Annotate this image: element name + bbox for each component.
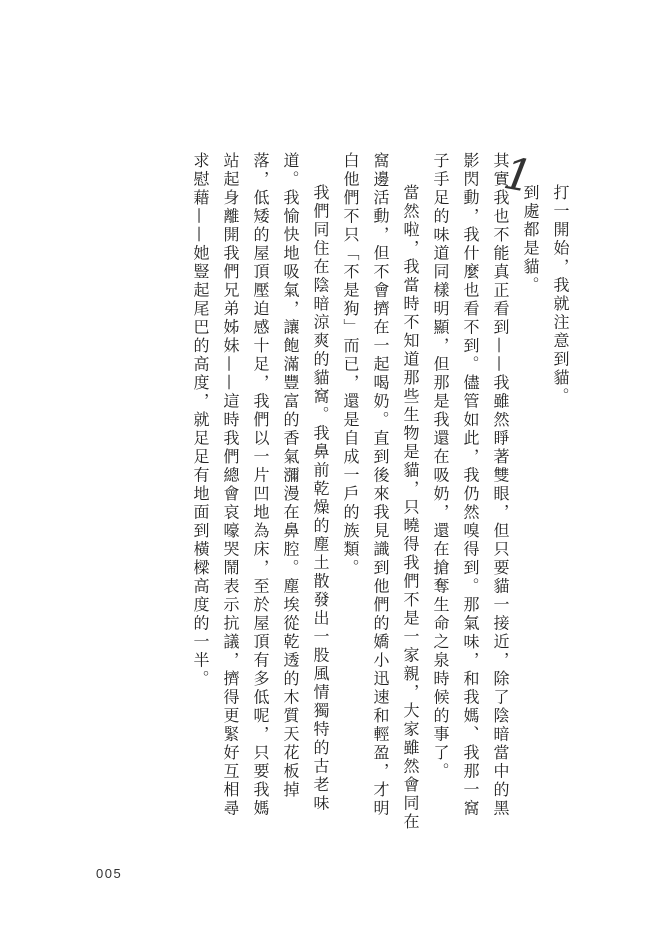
body-text — [15, 152, 575, 832]
paragraph: 其實我也不能真正看到——我雖然睜著雙眼，但只要貓一接近，除了陰暗當中的黑影閃動，我什麼也看不到。儘管如此，我仍然嗅得到。那氣味，和我媽、我那一窩子手足的味道同樣明顯，但那是我還在吸奶，還在搶奪生命之泉時候的事了。 — [431, 152, 510, 818]
paragraph: 打一開始，我就注意到貓。 — [551, 184, 570, 406]
paragraph: 當然啦，我當時不知道那些生物是貓，只曉得我們不是一家親，大家雖然會同在窩邊活動，但不會擠在一起喝奶。直到後來我見識到他們的嬌小迅速和輕盈，才明白他們不只「不是狗」而已，還是自成一戶的族類。 — [341, 152, 420, 832]
page-number: 005 — [96, 866, 123, 881]
chapter-number: 1 — [499, 147, 537, 204]
paragraph: 到處都是貓。 — [521, 184, 540, 295]
paragraph: 我們同住在陰暗涼爽的貓窩。我鼻前乾燥的塵土散發出一股風情獨特的古老味道。我愉快地吸氣，讓飽滿豐富的香氣瀰漫在鼻腔。塵埃從乾透的木質天花板掉落，低矮的屋頂壓迫感十足，我們以一片凹地為床，至於屋頂有多低呢，只要我媽站起身離開我們兄弟姊妹——這時我們總會哀嚎哭鬧表示抗議，擠得更緊好互相尋求慰藉——她豎起尾巴的高度，就足足有地面到橫樑高度的一半。 — [191, 152, 330, 818]
